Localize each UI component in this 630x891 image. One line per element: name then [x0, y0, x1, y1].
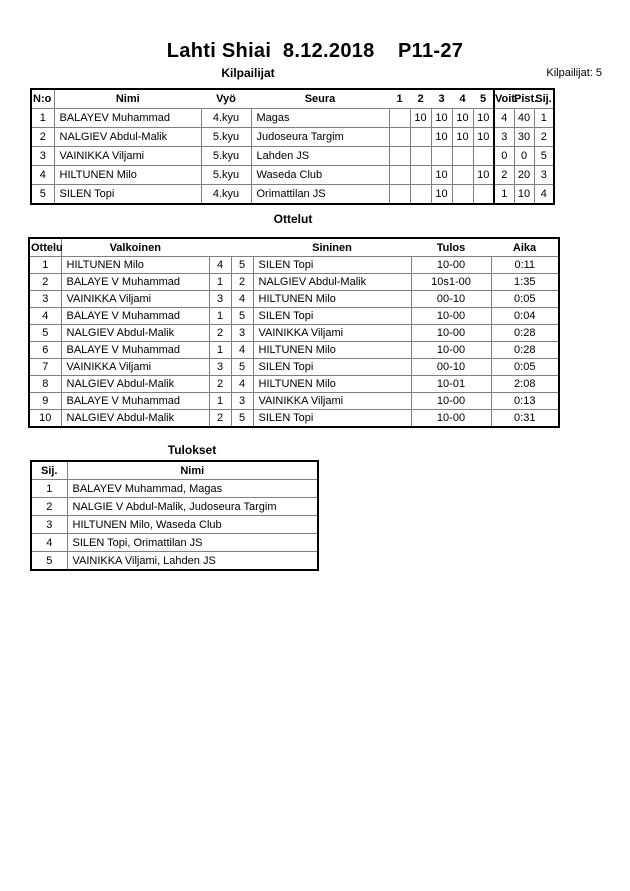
- match-result: 10-01: [411, 376, 491, 393]
- match-row: [29, 291, 559, 308]
- blue-player-no: 4: [231, 342, 253, 359]
- score-vs-5: 10: [473, 128, 494, 147]
- col-header-club: Seura: [251, 89, 389, 109]
- col-header-round-2: 2: [410, 89, 431, 109]
- score-vs-2: [410, 147, 431, 166]
- result-place: 2: [31, 498, 67, 516]
- col-header-name: Nimi: [54, 89, 201, 109]
- match-time: 0:31: [491, 410, 559, 428]
- white-player: VAINIKKA Viljami: [61, 291, 209, 308]
- col-header-round-1: 1: [389, 89, 410, 109]
- blue-player: VAINIKKA Viljami: [253, 393, 411, 410]
- result-row: [31, 552, 318, 571]
- competitor-wins: 4: [494, 109, 514, 128]
- match-row: [29, 274, 559, 291]
- col-header-result: Tulos: [411, 238, 491, 257]
- score-vs-5: 10: [473, 109, 494, 128]
- match-row: [29, 393, 559, 410]
- match-time: 0:05: [491, 291, 559, 308]
- competitor-place: 5: [534, 147, 554, 166]
- white-player: BALAYE V Muhammad: [61, 308, 209, 325]
- blue-player-no: 3: [231, 325, 253, 342]
- competitor-points: 0: [514, 147, 534, 166]
- score-vs-5: [473, 185, 494, 205]
- result-name: SILEN Topi, Orimattilan JS: [67, 534, 318, 552]
- competitor-wins: 3: [494, 128, 514, 147]
- competitor-wins: 2: [494, 166, 514, 185]
- score-vs-3: [431, 147, 452, 166]
- competitor-belt: 4.kyu: [201, 109, 251, 128]
- white-player-no: 4: [209, 257, 231, 274]
- match-row: [29, 308, 559, 325]
- white-player-no: 2: [209, 376, 231, 393]
- competitor-name: BALAYEV Muhammad: [54, 109, 201, 128]
- competitor-name: NALGIEV Abdul-Malik: [54, 128, 201, 147]
- blue-player: SILEN Topi: [253, 359, 411, 376]
- blue-player-no: 5: [231, 359, 253, 376]
- white-player-no: 2: [209, 410, 231, 428]
- competitor-points: 40: [514, 109, 534, 128]
- result-name: HILTUNEN Milo, Waseda Club: [67, 516, 318, 534]
- score-vs-3: 10: [431, 185, 452, 205]
- match-no: 6: [29, 342, 61, 359]
- col-header-white: Valkoinen: [61, 238, 209, 257]
- match-time: 0:05: [491, 359, 559, 376]
- competitor-club: Magas: [251, 109, 389, 128]
- competitor-no: 2: [31, 128, 54, 147]
- result-place: 4: [31, 534, 67, 552]
- match-result: 00-10: [411, 359, 491, 376]
- score-vs-4: [452, 166, 473, 185]
- blue-player: NALGIEV Abdul-Malik: [253, 274, 411, 291]
- col-header-time: Aika: [491, 238, 559, 257]
- competitors-header-row: [31, 89, 554, 109]
- blue-player-no: 4: [231, 291, 253, 308]
- blue-player: HILTUNEN Milo: [253, 342, 411, 359]
- match-result: 10-00: [411, 393, 491, 410]
- match-result: 10-00: [411, 325, 491, 342]
- results-header-row: [31, 461, 318, 480]
- white-player-no: 1: [209, 308, 231, 325]
- col-header-belt: Vyö: [201, 89, 251, 109]
- white-player-no: 1: [209, 393, 231, 410]
- col-header-match: Ottelu: [29, 238, 61, 257]
- match-no: 2: [29, 274, 61, 291]
- score-vs-1: [389, 147, 410, 166]
- competitor-club: Lahden JS: [251, 147, 389, 166]
- blue-player: HILTUNEN Milo: [253, 291, 411, 308]
- competitor-points: 30: [514, 128, 534, 147]
- score-vs-1: [389, 166, 410, 185]
- match-no: 5: [29, 325, 61, 342]
- competitor-no: 4: [31, 166, 54, 185]
- score-vs-1: [389, 128, 410, 147]
- competitor-club: Judoseura Targim: [251, 128, 389, 147]
- competitor-points: 10: [514, 185, 534, 205]
- match-time: 0:11: [491, 257, 559, 274]
- blue-player-no: 5: [231, 308, 253, 325]
- score-vs-4: 10: [452, 128, 473, 147]
- matches-table: [28, 237, 560, 428]
- blue-player: VAINIKKA Viljami: [253, 325, 411, 342]
- blue-player-no: 5: [231, 257, 253, 274]
- score-vs-3: 10: [431, 166, 452, 185]
- competitor-belt: 5.kyu: [201, 147, 251, 166]
- competitor-wins: 1: [494, 185, 514, 205]
- competitor-points: 20: [514, 166, 534, 185]
- white-player-no: 3: [209, 359, 231, 376]
- competitor-row: [31, 109, 554, 128]
- white-player-no: 2: [209, 325, 231, 342]
- result-name: NALGIE V Abdul-Malik, Judoseura Targim: [67, 498, 318, 516]
- col-header-round-5: 5: [473, 89, 494, 109]
- competitor-no: 5: [31, 185, 54, 205]
- match-result: 10-00: [411, 257, 491, 274]
- score-vs-4: [452, 147, 473, 166]
- competitor-name: HILTUNEN Milo: [54, 166, 201, 185]
- score-vs-1: [389, 185, 410, 205]
- blue-player: SILEN Topi: [253, 257, 411, 274]
- match-row: [29, 342, 559, 359]
- score-vs-5: 10: [473, 166, 494, 185]
- blue-player-no: 3: [231, 393, 253, 410]
- white-player: NALGIEV Abdul-Malik: [61, 410, 209, 428]
- match-no: 4: [29, 308, 61, 325]
- result-row: [31, 516, 318, 534]
- competitor-belt: 4.kyu: [201, 185, 251, 205]
- white-player: BALAYE V Muhammad: [61, 274, 209, 291]
- result-name: VAINIKKA Viljami, Lahden JS: [67, 552, 318, 571]
- competitor-belt: 5.kyu: [201, 128, 251, 147]
- white-player: NALGIEV Abdul-Malik: [61, 325, 209, 342]
- score-vs-5: [473, 147, 494, 166]
- competitor-place: 2: [534, 128, 554, 147]
- competitor-row: [31, 166, 554, 185]
- competitor-row: [31, 128, 554, 147]
- col-header-blue: Sininen: [253, 238, 411, 257]
- matches-header-row: [29, 238, 559, 257]
- competitor-place: 3: [534, 166, 554, 185]
- match-no: 1: [29, 257, 61, 274]
- result-name: BALAYEV Muhammad, Magas: [67, 480, 318, 498]
- competitor-club: Orimattilan JS: [251, 185, 389, 205]
- match-time: 1:35: [491, 274, 559, 291]
- score-vs-3: 10: [431, 109, 452, 128]
- score-vs-2: [410, 166, 431, 185]
- match-result: 10s1-00: [411, 274, 491, 291]
- blue-player: HILTUNEN Milo: [253, 376, 411, 393]
- score-vs-2: 10: [410, 109, 431, 128]
- match-row: [29, 257, 559, 274]
- blue-player: SILEN Topi: [253, 308, 411, 325]
- match-row: [29, 410, 559, 428]
- match-no: 7: [29, 359, 61, 376]
- match-result: 10-00: [411, 342, 491, 359]
- col-header-blue-no: [231, 238, 253, 257]
- matches-section-heading: Ottelut: [273, 212, 313, 226]
- white-player: NALGIEV Abdul-Malik: [61, 376, 209, 393]
- result-place: 1: [31, 480, 67, 498]
- score-vs-4: [452, 185, 473, 205]
- result-row: [31, 480, 318, 498]
- col-header-place: Sij.: [534, 89, 554, 109]
- match-result: 10-00: [411, 410, 491, 428]
- result-place: 3: [31, 516, 67, 534]
- competitor-row: [31, 185, 554, 205]
- white-player: BALAYE V Muhammad: [61, 342, 209, 359]
- white-player-no: 1: [209, 342, 231, 359]
- competitor-wins: 0: [494, 147, 514, 166]
- match-time: 0:28: [491, 325, 559, 342]
- result-row: [31, 498, 318, 516]
- col-header-points: Pist.: [514, 89, 534, 109]
- match-row: [29, 359, 559, 376]
- score-vs-1: [389, 109, 410, 128]
- match-time: 0:04: [491, 308, 559, 325]
- white-player: HILTUNEN Milo: [61, 257, 209, 274]
- white-player: BALAYE V Muhammad: [61, 393, 209, 410]
- blue-player-no: 4: [231, 376, 253, 393]
- competitor-no: 1: [31, 109, 54, 128]
- score-vs-4: 10: [452, 109, 473, 128]
- competitor-row: [31, 147, 554, 166]
- match-result: 10-00: [411, 308, 491, 325]
- result-row: [31, 534, 318, 552]
- competitor-club: Waseda Club: [251, 166, 389, 185]
- match-time: 2:08: [491, 376, 559, 393]
- score-vs-3: 10: [431, 128, 452, 147]
- competitor-no: 3: [31, 147, 54, 166]
- col-header-round-4: 4: [452, 89, 473, 109]
- competitor-belt: 5.kyu: [201, 166, 251, 185]
- col-header-place: Sij.: [31, 461, 67, 480]
- result-place: 5: [31, 552, 67, 571]
- match-no: 9: [29, 393, 61, 410]
- match-row: [29, 325, 559, 342]
- match-result: 00-10: [411, 291, 491, 308]
- competitor-place: 4: [534, 185, 554, 205]
- competitor-name: VAINIKKA Viljami: [54, 147, 201, 166]
- col-header-no: N:o: [31, 89, 54, 109]
- match-no: 8: [29, 376, 61, 393]
- competitor-count-label: Kilpailijat: 5: [546, 67, 602, 79]
- match-row: [29, 376, 559, 393]
- col-header-round-3: 3: [431, 89, 452, 109]
- competitors-table: [30, 88, 555, 205]
- competitors-section-heading: Kilpailijat: [221, 66, 275, 80]
- col-header-name: Nimi: [67, 461, 318, 480]
- score-vs-2: [410, 128, 431, 147]
- white-player-no: 3: [209, 291, 231, 308]
- competitor-name: SILEN Topi: [54, 185, 201, 205]
- match-no: 3: [29, 291, 61, 308]
- blue-player-no: 2: [231, 274, 253, 291]
- col-header-white-no: [209, 238, 231, 257]
- results-table: [30, 460, 319, 571]
- results-section-heading: Tulokset: [167, 443, 217, 457]
- match-time: 0:28: [491, 342, 559, 359]
- score-vs-2: [410, 185, 431, 205]
- competitor-place: 1: [534, 109, 554, 128]
- col-header-wins: Voit.: [494, 89, 514, 109]
- match-no: 10: [29, 410, 61, 428]
- white-player: VAINIKKA Viljami: [61, 359, 209, 376]
- blue-player-no: 5: [231, 410, 253, 428]
- match-time: 0:13: [491, 393, 559, 410]
- white-player-no: 1: [209, 274, 231, 291]
- page-title: Lahti Shiai 8.12.2018 P11-27: [166, 40, 464, 62]
- blue-player: SILEN Topi: [253, 410, 411, 428]
